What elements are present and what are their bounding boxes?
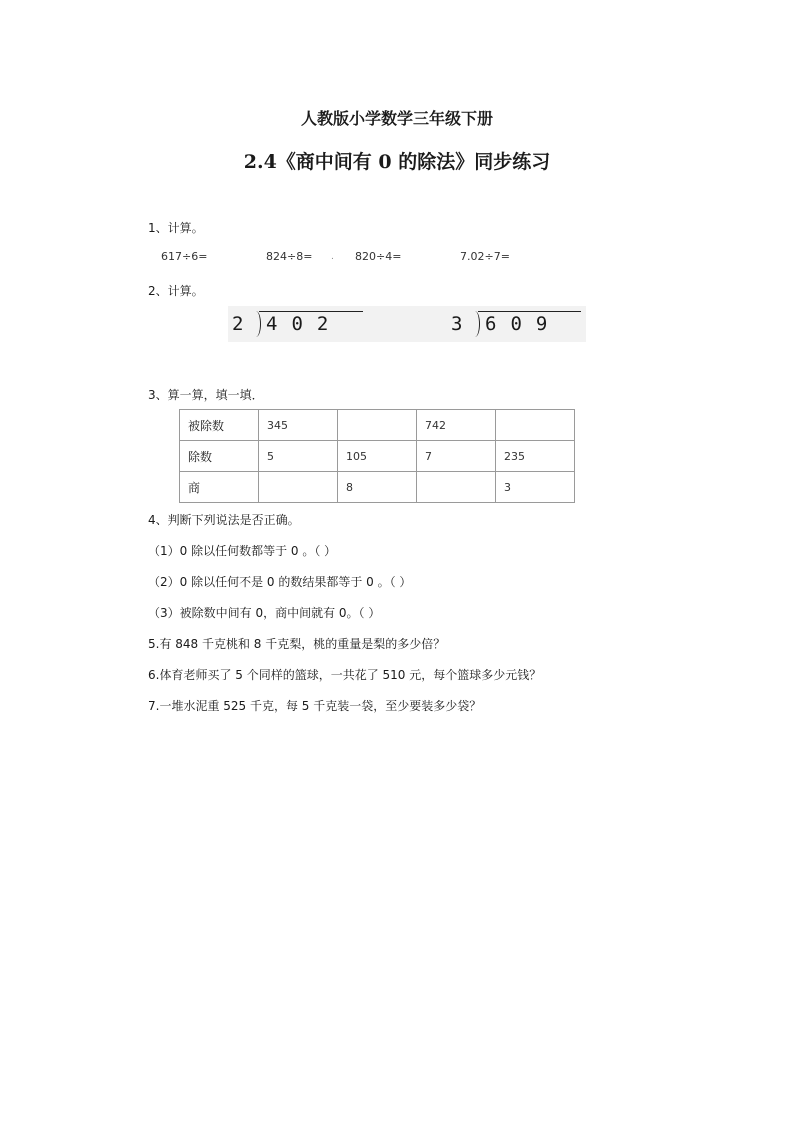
row-header: 除数 [180,441,259,472]
table-cell: 7 [417,441,496,472]
stray-dot: . [331,252,334,262]
calc-item-2: 824÷8= [266,250,313,263]
table-row [180,441,575,472]
divisor: 3 [451,313,463,335]
table-cell: 345 [259,410,338,441]
divisor: 2 [232,313,244,335]
page-subtitle: 2.4《商中间有 0 的除法》同步练习 [243,151,551,173]
table-row [180,410,575,441]
division-bracket [250,311,261,337]
judgement-item-1: （1）0 除以任何数都等于 0 。（ ） [148,544,337,558]
table-cell: 742 [417,410,496,441]
dividend: 402 [266,313,343,335]
row-header: 被除数 [180,410,259,441]
long-division-1 [232,306,372,342]
long-division-2 [451,306,586,342]
table-cell [496,410,575,441]
table-row [180,472,575,503]
table-cell: 5 [259,441,338,472]
question-1-label: 1、计算。 [148,221,204,235]
table-cell [259,472,338,503]
calc-item-4: 7.02÷7= [460,250,510,263]
table-cell: 8 [338,472,417,503]
question-3-label: 3、算一算，填一填． [148,388,264,402]
judgement-item-3: （3）被除数中间有 0，商中间就有 0。（ ） [148,606,381,620]
table-cell [417,472,496,503]
question-4-label: 4、判断下列说法是否正确。 [148,513,300,527]
division-bar [259,311,363,312]
question-5: 5.有 848 千克桃和 8 千克梨，桃的重量是梨的多少倍？ [148,637,446,651]
division-bracket [469,311,480,337]
calc-item-1: 617÷6= [161,250,208,263]
question-7: 7.一堆水泥重 525 千克，每 5 千克装一袋，至少要装多少袋？ [148,699,482,713]
division-bar [478,311,581,312]
dividend: 609 [485,313,562,335]
question-6: 6.体育老师买了 5 个同样的篮球，一共花了 510 元，每个篮球多少元钱？ [148,668,542,682]
row-header: 商 [180,472,259,503]
page-title: 人教版小学数学三年级下册 [300,109,493,128]
table-cell: 105 [338,441,417,472]
judgement-item-2: （2）0 除以任何不是 0 的数结果都等于 0 。（ ） [148,575,412,589]
calc-item-3: 820÷4= [355,250,402,263]
table-cell [338,410,417,441]
question-2-label: 2、计算。 [148,284,204,298]
table-cell: 3 [496,472,575,503]
long-division-panel [228,306,586,342]
division-table [179,409,575,503]
table-cell: 235 [496,441,575,472]
